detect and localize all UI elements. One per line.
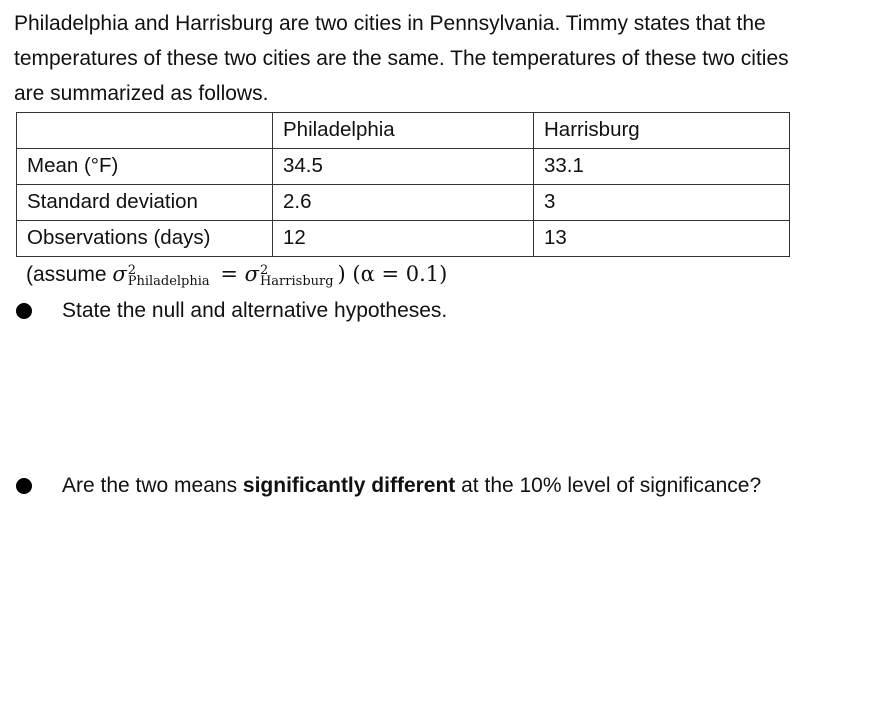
problem-intro: Philadelphia and Harrisburg are two cities in Pennsylvania. Timmy states that the temperatures of these two cities are the same. The temperatures of these two cities are summarized as follows. bbox=[14, 12, 789, 105]
superscript: 2 bbox=[127, 263, 136, 279]
table-header-cell bbox=[17, 113, 273, 149]
subscript-philadelphia: Philadelphia bbox=[127, 274, 210, 290]
bullet-icon bbox=[16, 303, 32, 319]
subscript-harrisburg: Harrisburg bbox=[259, 274, 334, 290]
sigma-philadelphia-scripts bbox=[127, 263, 210, 290]
row-label: Observations (days) bbox=[17, 221, 273, 257]
table-cell: 34.5 bbox=[273, 149, 534, 185]
table-header-row bbox=[17, 113, 790, 149]
table-header-cell: Harrisburg bbox=[534, 113, 790, 149]
question-2-bold-different: different bbox=[371, 474, 456, 497]
sigma-harrisburg-scripts bbox=[259, 263, 334, 290]
superscript: 2 bbox=[259, 263, 269, 279]
variance-assumption bbox=[26, 257, 447, 292]
question-2-bold-significantly: significantly bbox=[242, 474, 366, 497]
temperature-summary-table bbox=[16, 112, 790, 257]
table-row bbox=[17, 185, 790, 221]
table-row bbox=[17, 221, 790, 257]
bullet-icon bbox=[16, 478, 32, 494]
table-cell: 13 bbox=[534, 221, 790, 257]
table-cell: 2.6 bbox=[273, 185, 534, 221]
assumption-prefix: (assume bbox=[26, 263, 113, 286]
row-label: Mean (°F) bbox=[17, 149, 273, 185]
equals-sign: = bbox=[213, 262, 245, 286]
table-cell: 33.1 bbox=[534, 149, 790, 185]
question-2-post: at the 10% level of significance? bbox=[455, 474, 762, 497]
sigma-symbol: σ bbox=[112, 262, 127, 286]
table-cell: 12 bbox=[273, 221, 534, 257]
sigma-symbol: σ bbox=[244, 262, 259, 286]
alpha-level: ) (α = 0.1) bbox=[337, 262, 448, 286]
row-label: Standard deviation bbox=[17, 185, 273, 221]
question-1-text: State the null and alternative hypotheses. bbox=[62, 299, 448, 322]
table-cell: 3 bbox=[534, 185, 790, 221]
table-row bbox=[17, 149, 790, 185]
question-2-pre: Are the two means bbox=[62, 474, 243, 497]
table-header-cell: Philadelphia bbox=[273, 113, 534, 149]
question-2-text bbox=[62, 468, 791, 503]
